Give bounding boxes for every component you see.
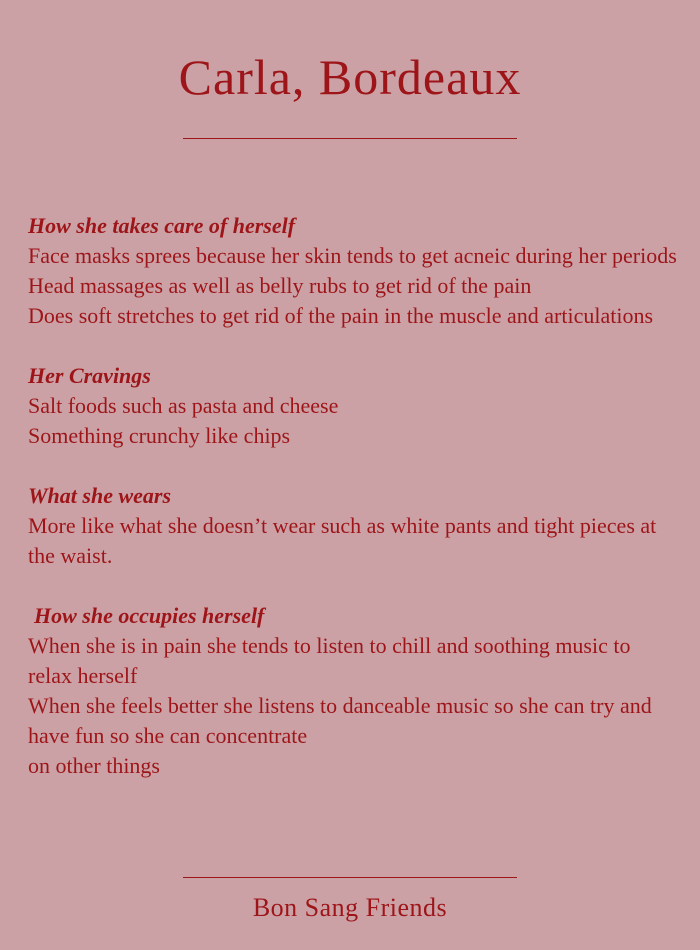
section-line: Head massages as well as belly rubs to get rid of the pain — [28, 273, 532, 298]
section-line: Face masks sprees because her skin tends to get acneic during her periods — [28, 243, 677, 268]
page-title: Carla, Bordeaux — [178, 49, 522, 105]
section-heading: What she wears — [28, 483, 172, 508]
section-line: Does soft stretches to get rid of the pain in the muscle and articulations — [28, 303, 654, 328]
section-heading: Her Cravings — [28, 363, 151, 388]
profile-content — [28, 211, 678, 781]
section-self-care — [28, 211, 678, 331]
section-line: Salt foods such as pasta and cheese — [28, 393, 339, 418]
top-divider — [183, 138, 517, 139]
section-line: More like what she doesn’t wear such as white pants and tight pieces at the waist. — [28, 513, 657, 568]
section-line: Something crunchy like chips — [28, 423, 291, 448]
section-cravings — [28, 361, 678, 451]
section-heading: How she takes care of herself — [28, 213, 296, 238]
section-heading: How she occupies herself — [34, 603, 265, 628]
section-line: When she is in pain she tends to listen to chill and soothing music to relax herself — [28, 633, 631, 688]
section-line: When she feels better she listens to danceable music so she can try and have fun so she can concentrate — [28, 693, 652, 748]
bottom-divider — [183, 877, 517, 878]
section-clothing — [28, 481, 678, 571]
footer-brand: Bon Sang Friends — [252, 893, 448, 922]
section-activities — [28, 601, 678, 781]
section-line: on other things — [28, 753, 160, 778]
